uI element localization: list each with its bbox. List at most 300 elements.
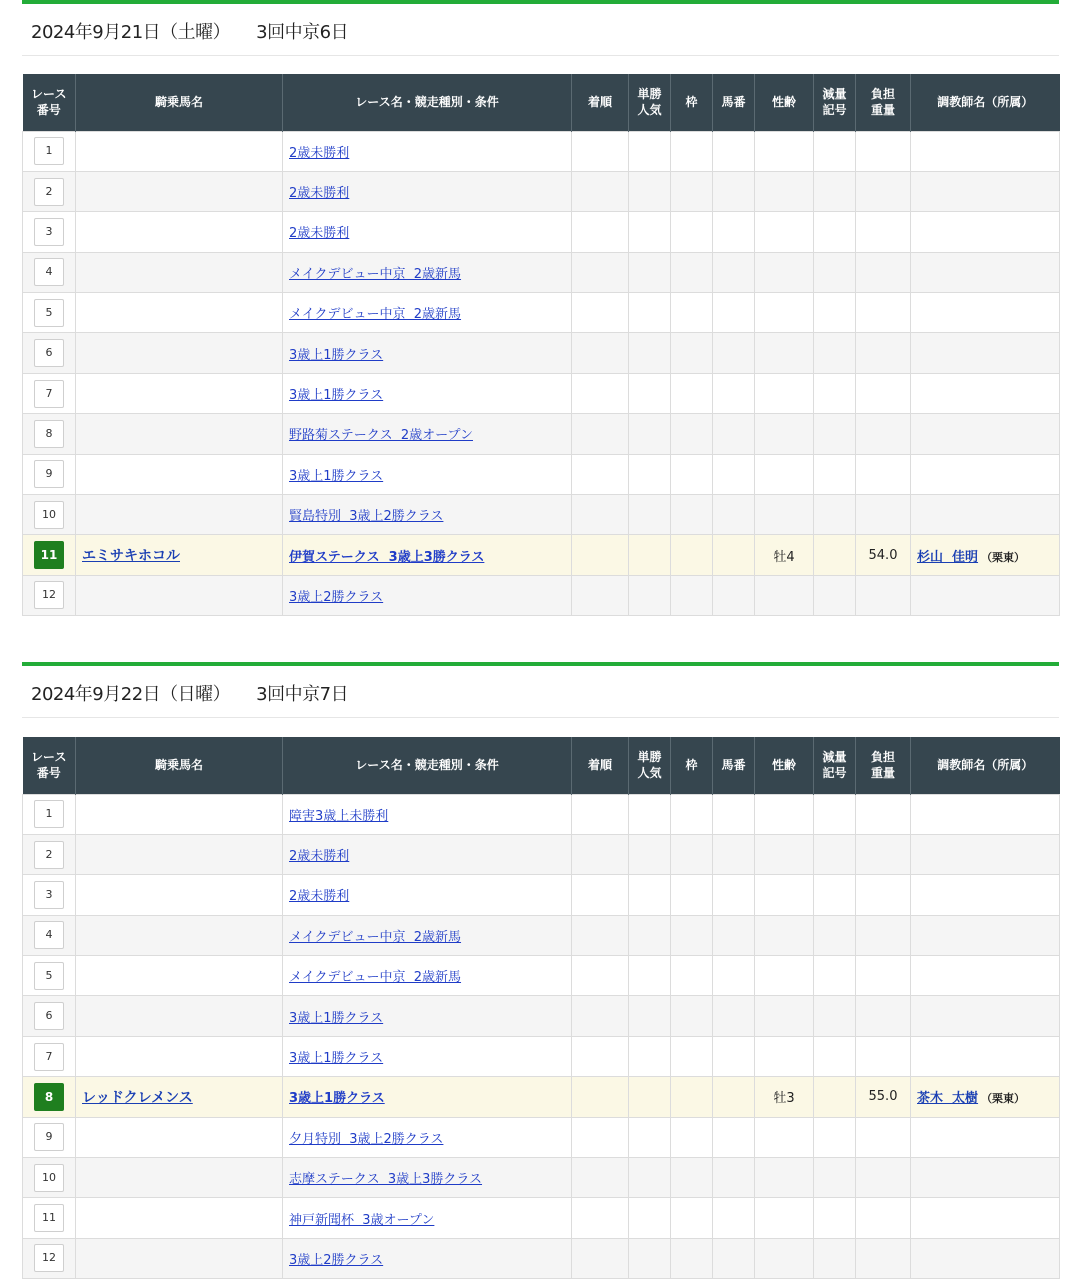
sex-age-cell (755, 794, 814, 834)
trainer-cell (911, 131, 1060, 171)
trainer-cell (911, 1117, 1060, 1157)
finish-cell (572, 875, 629, 915)
sex-age-cell (755, 956, 814, 996)
horse-name-cell (76, 996, 283, 1036)
race-number-badge[interactable]: 11 (34, 541, 64, 569)
horse-name-cell (76, 252, 283, 292)
horse-name-cell (76, 373, 283, 413)
horse-name-cell (76, 1198, 283, 1238)
weight-reduction-cell (814, 996, 856, 1036)
popularity-cell (629, 1117, 671, 1157)
horse-number-cell (713, 535, 755, 575)
finish-cell (572, 131, 629, 171)
weight-cell (856, 1198, 911, 1238)
weight-cell (856, 575, 911, 615)
horse-number-cell (713, 915, 755, 955)
finish-cell (572, 1077, 629, 1117)
header-weight-line: 負担 (870, 87, 895, 102)
sex-age-cell (755, 1198, 814, 1238)
race-number-badge[interactable]: 5 (34, 962, 64, 990)
race-name-cell (283, 333, 572, 373)
race-number-badge[interactable]: 11 (34, 1204, 64, 1232)
header-weight-line: 負担 (870, 750, 895, 765)
weight-cell (856, 293, 911, 333)
trainer-cell (911, 1198, 1060, 1238)
weight-reduction-cell (814, 1198, 856, 1238)
horse-number-cell (713, 212, 755, 252)
race-row (23, 1036, 1060, 1076)
race-row (23, 414, 1060, 454)
weight-reduction-cell (814, 1158, 856, 1198)
race-number-badge[interactable]: 12 (34, 1244, 64, 1272)
sex-age-cell (755, 414, 814, 454)
header-finish: 着順 (572, 737, 629, 794)
race-name-link[interactable]: メイクデビュー中京 2歳新馬 (289, 929, 462, 945)
header-weight-line: 重量 (870, 103, 895, 118)
race-name-link[interactable]: 伊賀ステークス 3歳上3勝クラス (289, 549, 485, 565)
horse-number-cell (713, 794, 755, 834)
weight-reduction-cell (814, 454, 856, 494)
finish-cell (572, 535, 629, 575)
header-weight-line: 重量 (870, 766, 895, 781)
popularity-cell (629, 875, 671, 915)
popularity-cell (629, 915, 671, 955)
header-sex-age: 性齢 (755, 74, 814, 131)
sex-age-cell (755, 495, 814, 535)
finish-cell (572, 212, 629, 252)
horse-number-cell (713, 252, 755, 292)
race-name-cell (283, 293, 572, 333)
frame-cell (671, 333, 713, 373)
horse-name-cell (76, 212, 283, 252)
race-number-cell (23, 495, 76, 535)
horse-name-cell (76, 1036, 283, 1076)
weight-reduction-cell (814, 495, 856, 535)
header-sex-age: 性齢 (755, 737, 814, 794)
weight-cell (856, 1238, 911, 1278)
horse-name-cell (76, 1158, 283, 1198)
sex-age-cell: 牡4 (755, 535, 814, 575)
header-race-number-line: 番号 (36, 766, 61, 781)
weight-reduction-cell (814, 794, 856, 834)
finish-cell (572, 495, 629, 535)
race-name-link[interactable]: 2歳未勝利 (289, 889, 350, 905)
race-number-cell (23, 414, 76, 454)
frame-cell (671, 454, 713, 494)
finish-cell (572, 996, 629, 1036)
race-number-cell (23, 1158, 76, 1198)
race-name-link[interactable]: 障害3歳上未勝利 (289, 808, 389, 824)
race-name-link[interactable]: 3歳上2勝クラス (289, 1252, 384, 1268)
weight-cell (856, 834, 911, 874)
finish-cell (572, 252, 629, 292)
popularity-cell (629, 414, 671, 454)
horse-number-cell (713, 171, 755, 211)
weight-cell: 54.0 (856, 535, 911, 575)
weight-cell (856, 252, 911, 292)
sex-age-cell: 牡3 (755, 1077, 814, 1117)
race-number-badge[interactable]: 9 (34, 460, 64, 488)
day-date: 2024年9月21日（土曜） (31, 21, 231, 43)
race-name-cell (283, 794, 572, 834)
horse-number-cell (713, 495, 755, 535)
race-number-badge[interactable]: 8 (34, 1083, 64, 1111)
trainer-cell (911, 495, 1060, 535)
race-number-badge[interactable]: 4 (34, 258, 64, 286)
race-number-badge[interactable]: 10 (34, 1164, 64, 1192)
header-popularity-line: 単勝 (637, 750, 662, 765)
sex-age-cell (755, 131, 814, 171)
horse-name-cell (76, 834, 283, 874)
weight-cell (856, 915, 911, 955)
horse-name-cell (76, 956, 283, 996)
weight-cell (856, 1036, 911, 1076)
sex-age-cell (755, 1117, 814, 1157)
race-row (23, 1158, 1060, 1198)
race-rows (23, 131, 1060, 616)
sex-age-cell (755, 454, 814, 494)
trainer-cell (911, 575, 1060, 615)
race-row (23, 535, 1060, 575)
header-horse-name: 騎乗馬名 (76, 74, 283, 131)
weight-cell (856, 414, 911, 454)
frame-cell (671, 535, 713, 575)
race-row (23, 252, 1060, 292)
race-number-badge[interactable]: 6 (34, 339, 64, 367)
frame-cell (671, 1158, 713, 1198)
horse-number-cell (713, 333, 755, 373)
trainer-cell (911, 794, 1060, 834)
finish-cell (572, 956, 629, 996)
horse-name-cell (76, 1238, 283, 1278)
race-number-cell (23, 252, 76, 292)
race-name-link[interactable]: 2歳未勝利 (289, 849, 350, 865)
race-number-cell (23, 1238, 76, 1278)
race-row (23, 875, 1060, 915)
header-row (23, 74, 1060, 131)
header-weight-reduction-line: 記号 (822, 766, 847, 781)
race-name-cell (283, 1198, 572, 1238)
race-number-badge[interactable]: 3 (34, 218, 64, 246)
frame-cell (671, 1117, 713, 1157)
header-row (23, 737, 1060, 794)
sex-age-cell (755, 915, 814, 955)
race-number-cell (23, 794, 76, 834)
race-name-link[interactable]: 3歳上2勝クラス (289, 589, 384, 605)
race-name-cell (283, 454, 572, 494)
race-number-badge[interactable]: 8 (34, 420, 64, 448)
race-name-link[interactable]: 夕月特別 3歳上2勝クラス (289, 1131, 444, 1147)
frame-cell (671, 171, 713, 211)
popularity-cell (629, 834, 671, 874)
day-section-1 (22, 0, 1059, 605)
header-weight-reduction-line: 記号 (822, 103, 847, 118)
frame-cell (671, 915, 713, 955)
finish-cell (572, 834, 629, 874)
race-row (23, 495, 1060, 535)
header-frame: 枠 (671, 737, 713, 794)
sex-age-cell (755, 575, 814, 615)
horse-name-cell (76, 1077, 283, 1117)
race-number-badge[interactable]: 2 (34, 841, 64, 869)
sex-age-cell (755, 333, 814, 373)
race-name-link[interactable]: 3歳上1勝クラス (289, 1051, 384, 1067)
race-number-badge[interactable]: 6 (34, 1002, 64, 1030)
trainer-cell (911, 1238, 1060, 1278)
race-number-badge[interactable]: 10 (34, 501, 64, 529)
race-row (23, 454, 1060, 494)
race-name-cell (283, 1117, 572, 1157)
race-row (23, 333, 1060, 373)
horse-name-cell (76, 1117, 283, 1157)
horse-number-cell (713, 293, 755, 333)
race-row (23, 1117, 1060, 1157)
horse-number-cell (713, 575, 755, 615)
header-horse-name: 騎乗馬名 (76, 737, 283, 794)
race-number-badge[interactable]: 12 (34, 581, 64, 609)
trainer-cell (911, 915, 1060, 955)
weight-reduction-cell (814, 171, 856, 211)
weight-cell (856, 454, 911, 494)
race-name-cell (283, 915, 572, 955)
race-name-cell (283, 414, 572, 454)
weight-reduction-cell (814, 915, 856, 955)
frame-cell (671, 956, 713, 996)
horse-name-cell (76, 171, 283, 211)
race-number-cell (23, 373, 76, 413)
popularity-cell (629, 252, 671, 292)
popularity-cell (629, 293, 671, 333)
weight-reduction-cell (814, 875, 856, 915)
weight-reduction-cell (814, 834, 856, 874)
horse-number-cell (713, 1198, 755, 1238)
race-name-link[interactable]: 野路菊ステークス 2歳オープン (289, 428, 473, 444)
frame-cell (671, 1238, 713, 1278)
race-row (23, 293, 1060, 333)
race-name-cell (283, 1158, 572, 1198)
frame-cell (671, 1036, 713, 1076)
weight-reduction-cell (814, 414, 856, 454)
race-number-cell (23, 575, 76, 615)
weight-cell (856, 171, 911, 211)
race-row (23, 956, 1060, 996)
sex-age-cell (755, 996, 814, 1036)
header-race-number-line: レース (31, 750, 67, 765)
header-weight-reduction-line: 減量 (822, 87, 847, 102)
trainer-link[interactable]: 杉山 佳明 (917, 549, 979, 565)
trainer-cell (911, 252, 1060, 292)
race-number-cell (23, 1077, 76, 1117)
popularity-cell (629, 1198, 671, 1238)
race-name-link[interactable]: 2歳未勝利 (289, 226, 350, 242)
header-trainer: 調教師名（所属） (911, 74, 1060, 131)
finish-cell (572, 915, 629, 955)
weight-cell (856, 875, 911, 915)
horse-name-cell (76, 495, 283, 535)
race-number-cell (23, 535, 76, 575)
race-name-cell (283, 131, 572, 171)
horse-number-cell (713, 454, 755, 494)
horse-number-cell (713, 956, 755, 996)
weight-cell (856, 373, 911, 413)
weight-reduction-cell (814, 212, 856, 252)
frame-cell (671, 1198, 713, 1238)
race-name-link[interactable]: メイクデビュー中京 2歳新馬 (289, 970, 462, 986)
finish-cell (572, 1238, 629, 1278)
horse-number-cell (713, 131, 755, 171)
popularity-cell (629, 333, 671, 373)
race-name-link[interactable]: 2歳未勝利 (289, 145, 350, 161)
race-name-link[interactable]: メイクデビュー中京 2歳新馬 (289, 266, 462, 282)
race-name-link[interactable]: 3歳上1勝クラス (289, 388, 384, 404)
weight-reduction-cell (814, 373, 856, 413)
race-number-cell (23, 131, 76, 171)
day-section-2 (22, 662, 1059, 1268)
header-race-number-line: 番号 (36, 103, 61, 118)
race-name-cell (283, 875, 572, 915)
popularity-cell (629, 575, 671, 615)
race-number-cell (23, 915, 76, 955)
horse-name-cell (76, 875, 283, 915)
finish-cell (572, 575, 629, 615)
race-name-cell (283, 212, 572, 252)
race-name-link[interactable]: 3歳上1勝クラス (289, 347, 384, 363)
weight-reduction-cell (814, 956, 856, 996)
race-number-badge[interactable]: 7 (34, 380, 64, 408)
weight-cell (856, 131, 911, 171)
race-number-cell (23, 454, 76, 494)
race-number-badge[interactable]: 7 (34, 1043, 64, 1071)
race-number-cell (23, 834, 76, 874)
race-number-badge[interactable]: 1 (34, 800, 64, 828)
header-race-name: レース名・競走種別・条件 (283, 737, 572, 794)
race-number-cell (23, 996, 76, 1036)
race-name-link[interactable]: 3歳上1勝クラス (289, 1010, 384, 1026)
weight-reduction-cell (814, 575, 856, 615)
race-name-link[interactable]: 賢島特別 3歳上2勝クラス (289, 509, 444, 525)
race-number-cell (23, 171, 76, 211)
popularity-cell (629, 956, 671, 996)
race-name-cell (283, 575, 572, 615)
header-race-number-line: レース (31, 87, 67, 102)
race-row (23, 1238, 1060, 1278)
header-weight-reduction (814, 74, 856, 131)
weight-reduction-cell (814, 252, 856, 292)
horse-name-cell (76, 333, 283, 373)
race-number-badge[interactable]: 5 (34, 299, 64, 327)
header-weight-reduction-line: 減量 (822, 750, 847, 765)
trainer-cell (911, 834, 1060, 874)
race-number-cell (23, 1036, 76, 1076)
trainer-cell (911, 171, 1060, 211)
finish-cell (572, 414, 629, 454)
race-name-cell (283, 956, 572, 996)
horse-name-cell (76, 794, 283, 834)
frame-cell (671, 1077, 713, 1117)
header-popularity-line: 単勝 (637, 87, 662, 102)
trainer-cell (911, 1158, 1060, 1198)
race-name-cell (283, 373, 572, 413)
finish-cell (572, 293, 629, 333)
frame-cell (671, 131, 713, 171)
trainer-cell (911, 535, 1060, 575)
sex-age-cell (755, 875, 814, 915)
race-number-badge[interactable]: 1 (34, 137, 64, 165)
popularity-cell (629, 495, 671, 535)
trainer-link[interactable]: 茶木 太樹 (917, 1091, 979, 1107)
finish-cell (572, 1117, 629, 1157)
frame-cell (671, 212, 713, 252)
horse-name-link[interactable]: エミサキホコル (82, 548, 180, 565)
race-table (22, 737, 1060, 1279)
sex-age-cell (755, 1158, 814, 1198)
trainer-affiliation: （栗東） (981, 550, 1026, 564)
race-name-link[interactable]: 神戸新聞杯 3歳オープン (289, 1212, 435, 1228)
trainer-cell (911, 1077, 1060, 1117)
popularity-cell (629, 1077, 671, 1117)
race-row (23, 834, 1060, 874)
race-name-cell (283, 495, 572, 535)
popularity-cell (629, 1238, 671, 1278)
header-popularity-line: 人気 (637, 103, 662, 118)
horse-name-cell (76, 414, 283, 454)
race-name-cell (283, 171, 572, 211)
race-number-badge[interactable]: 4 (34, 921, 64, 949)
header-weight (856, 737, 911, 794)
trainer-cell (911, 293, 1060, 333)
race-number-badge[interactable]: 3 (34, 881, 64, 909)
header-finish: 着順 (572, 74, 629, 131)
finish-cell (572, 794, 629, 834)
race-number-badge[interactable]: 2 (34, 178, 64, 206)
popularity-cell (629, 212, 671, 252)
race-number-badge[interactable]: 9 (34, 1123, 64, 1151)
popularity-cell (629, 131, 671, 171)
horse-name-link[interactable]: レッドクレメンス (82, 1089, 193, 1106)
race-name-link[interactable]: 2歳未勝利 (289, 186, 350, 202)
horse-number-cell (713, 1117, 755, 1157)
header-weight-reduction (814, 737, 856, 794)
frame-cell (671, 834, 713, 874)
weight-reduction-cell (814, 333, 856, 373)
race-name-link[interactable]: 志摩ステークス 3歳上3勝クラス (289, 1172, 483, 1188)
weight-cell (856, 1117, 911, 1157)
race-name-link[interactable]: 3歳上1勝クラス (289, 468, 384, 484)
header-race-number (23, 74, 76, 131)
trainer-cell (911, 414, 1060, 454)
race-rows (23, 794, 1060, 1279)
weight-reduction-cell (814, 1117, 856, 1157)
race-name-link[interactable]: 3歳上1勝クラス (289, 1091, 385, 1107)
race-number-cell (23, 333, 76, 373)
race-row (23, 996, 1060, 1036)
weight-reduction-cell (814, 1238, 856, 1278)
race-name-link[interactable]: メイクデビュー中京 2歳新馬 (289, 307, 462, 323)
header-race-name: レース名・競走種別・条件 (283, 74, 572, 131)
sex-age-cell (755, 212, 814, 252)
horse-number-cell (713, 1077, 755, 1117)
race-row (23, 212, 1060, 252)
finish-cell (572, 1036, 629, 1076)
horse-name-cell (76, 535, 283, 575)
race-name-cell (283, 1077, 572, 1117)
header-horse-number: 馬番 (713, 74, 755, 131)
finish-cell (572, 171, 629, 211)
popularity-cell (629, 996, 671, 1036)
weight-cell (856, 212, 911, 252)
race-number-cell (23, 212, 76, 252)
frame-cell (671, 875, 713, 915)
